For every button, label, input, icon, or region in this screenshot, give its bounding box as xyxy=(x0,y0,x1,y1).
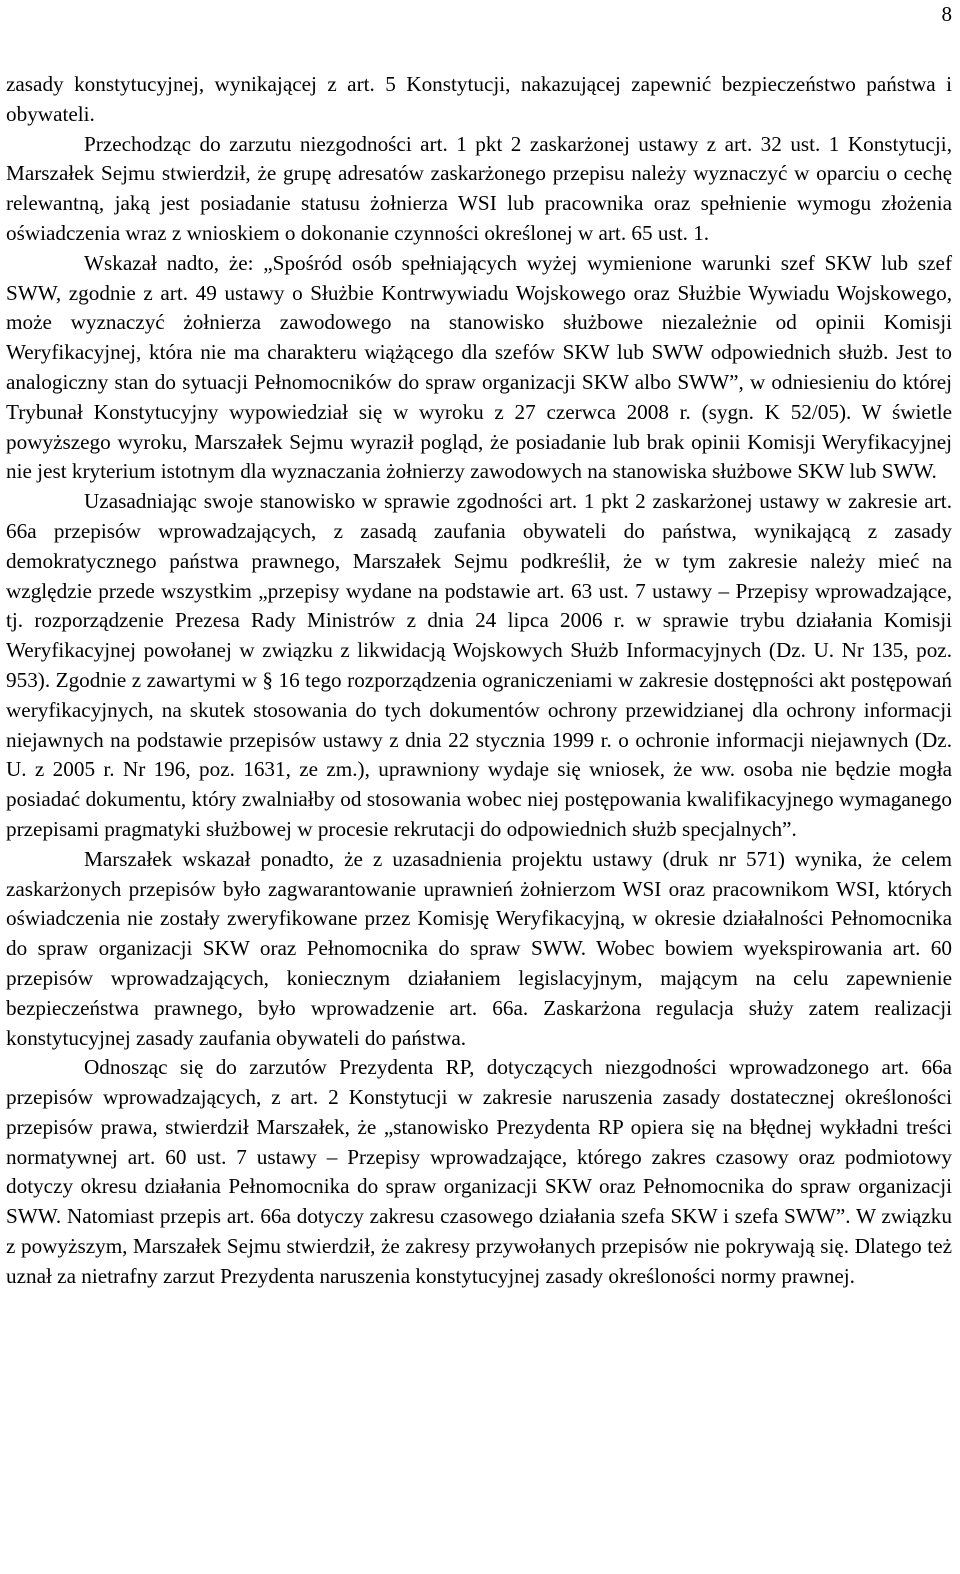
paragraph-4: Uzasadniając swoje stanowisko w sprawie zgodności art. 1 pkt 2 zaskarżonej ustawy w zakresie art. 66a przepisów wprowadzających, z zasadą zaufania obywateli do państwa, wynikającą z zasady demokratycznego państwa prawnego, Marszałek Sejmu podkreślił, że w tym zakresie należy mieć na względzie przede wszystkim „przepisy wydane na podstawie art. 63 ust. 7 ustawy – Przepisy wprowadzające, tj. rozporządzenie Prezesa Rady Ministrów z dnia 24 lipca 2006 r. w sprawie trybu działania Komisji Weryfikacyjnej powołanej w związku z likwidacją Wojskowych Służb Informacyjnych (Dz. U. Nr 135, poz. 953). Zgodnie z zawartymi w § 16 tego rozporządzenia ograniczeniami w zakresie dostępności akt postępowań weryfikacyjnych, na skutek stosowania do tych dokumentów ochrony przewidzianej dla ochrony informacji niejawnych na podstawie przepisów ustawy z dnia 22 stycznia 1999 r. o ochronie informacji niejawnych (Dz. U. z 2005 r. Nr 196, poz. 1631, ze zm.), uprawniony wydaje się wniosek, że ww. osoba nie będzie mogła posiadać dokumentu, który zwalniałby od stosowania wobec niej postępowania kwalifikacyjnego wymaganego przepisami pragmatyki służbowej w procesie rekrutacji do odpowiednich służb specjalnych”. xyxy=(6,489,952,841)
paragraph-6: Odnosząc się do zarzutów Prezydenta RP, dotyczących niezgodności wprowadzonego art. 66a przepisów wprowadzających, z art. 2 Konstytucji w zakresie naruszenia zasady dostatecznej określoności przepisów prawa, stwierdził Marszałek, że „stanowisko Prezydenta RP opiera się na błędnej wykładni treści normatywnej art. 60 ust. 7 ustawy – Przepisy wprowadzające, którego zakres czasowy oraz podmiotowy dotyczy okresu działania Pełnomocnika do spraw organizacji SKW oraz Pełnomocnika do spraw organizacji SWW. Natomiast przepis art. 66a dotyczy zakresu czasowego działania szefa SKW i szefa SWW”. W związku z powyższym, Marszałek Sejmu stwierdził, że zakresy przywołanych przepisów nie pokrywają się. Dlatego też uznał za nietrafny zarzut Prezydenta naruszenia konstytucyjnej zasady określoności normy prawnej. xyxy=(6,1055,952,1288)
paragraph-5: Marszałek wskazał ponadto, że z uzasadnienia projektu ustawy (druk nr 571) wynika, że celem zaskarżonych przepisów było zagwarantowanie uprawnień żołnierzom WSI oraz pracownikom WSI, których oświadczenia nie zostały zweryfikowane przez Komisję Weryfikacyjną, w okresie działalności Pełnomocnika do spraw organizacji SKW oraz Pełnomocnika do spraw SWW. Wobec bowiem wyekspirowania art. 60 przepisów wprowadzających, koniecznym działaniem legislacyjnym, mającym na celu zapewnienie bezpieczeństwa prawnego, było wprowadzenie art. 66a. Zaskarżona regulacja służy zatem realizacji konstytucyjnej zasady zaufania obywateli do państwa. xyxy=(6,846,952,1050)
paragraph-2: Przechodząc do zarzutu niezgodności art. 1 pkt 2 zaskarżonej ustawy z art. 32 ust. 1 Konstytucji, Marszałek Sejmu stwierdził, że grupę adresatów zaskarżonego przepisu należy wyznaczyć w oparciu o cechę relewantną, jaką jest posiadanie statusu żołnierza WSI lub pracownika oraz spełnienie wymogu złożenia oświadczenia wraz z wnioskiem o dokonanie czynności określonej w art. 65 ust. 1. xyxy=(6,131,952,245)
paragraph-3: Wskazał nadto, że: „Spośród osób spełniających wyżej wymienione warunki szef SKW lub szef SWW, zgodnie z art. 49 ustawy o Służbie Kontrwywiadu Wojskowego oraz Służbie Wywiadu Wojskowego, może wyznaczyć żołnierza zawodowego na stanowisko służbowe niezależnie od opinii Komisji Weryfikacyjnej, która nie ma charakteru wiążącego dla szefów SKW lub SWW odpowiednich służb. Jest to analogiczny stan do sytuacji Pełnomocników do spraw organizacji SKW albo SWW”, w odniesieniu do której Trybunał Konstytucyjny wypowiedział się w wyroku z 27 czerwca 2008 r. (sygn. K 52/05). W świetle powyższego wyroku, Marszałek Sejmu wyraził pogląd, że posiadanie lub brak opinii Komisji Weryfikacyjnej nie jest kryterium istotnym dla wyznaczania żołnierzy zawodowych na stanowiska służbowe SKW lub SWW. xyxy=(6,250,952,484)
paragraph-1: zasady konstytucyjnej, wynikającej z art. 5 Konstytucji, nakazującej zapewnić bezpieczeństwo państwa i obywateli. xyxy=(6,72,952,126)
page-number: 8 xyxy=(941,2,952,26)
document-body xyxy=(6,70,952,1292)
